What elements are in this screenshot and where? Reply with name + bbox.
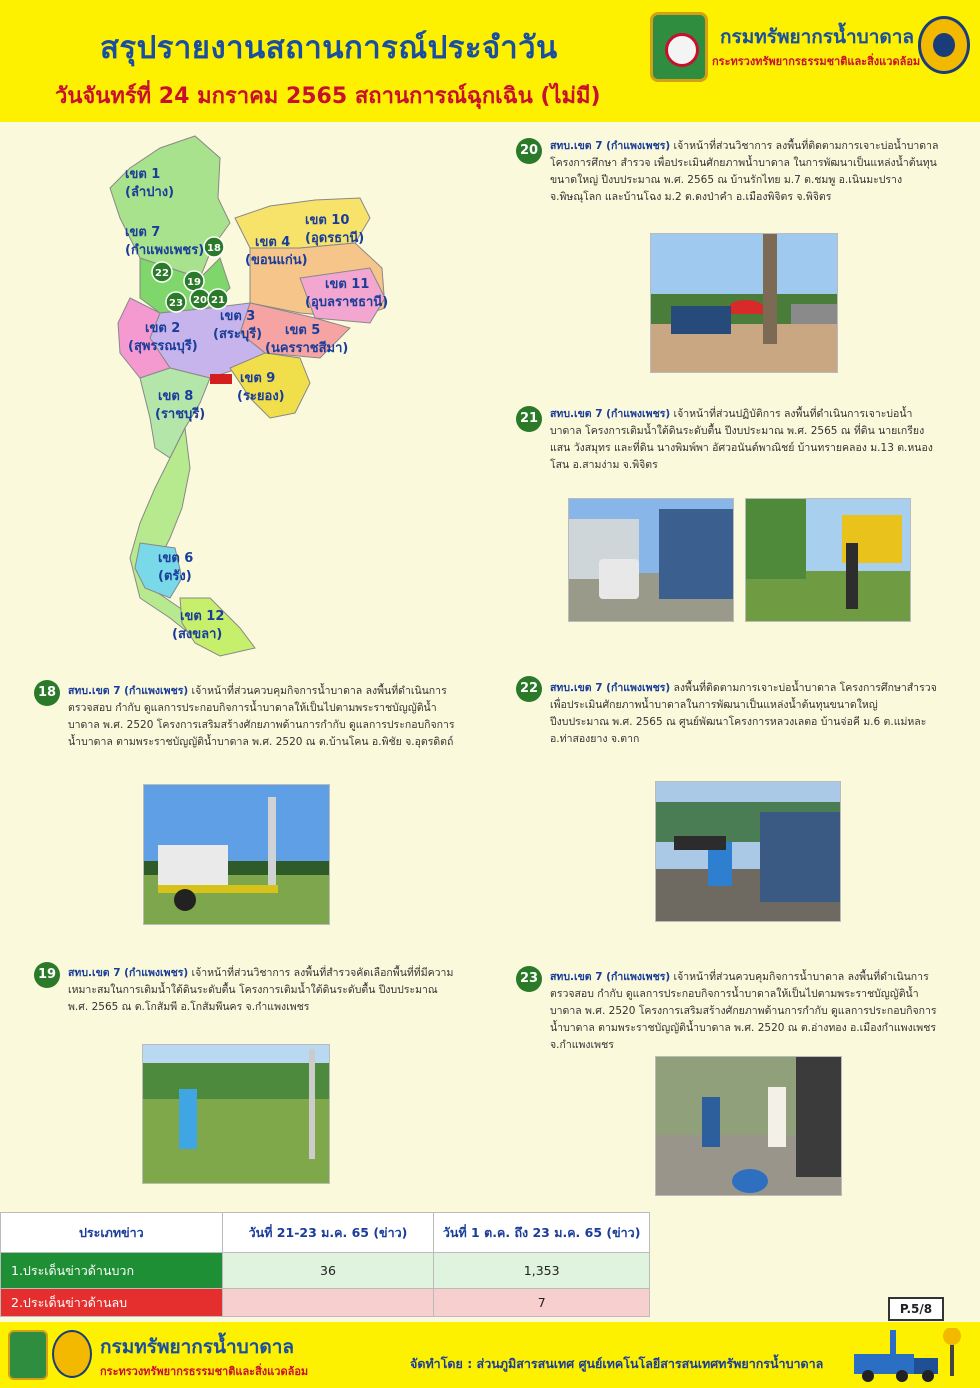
item-18-head: สทบ.เขต 7 (กำแพงเพชร): [68, 685, 189, 697]
item-21-photo-a: [568, 498, 734, 622]
marker-23-label: 23: [169, 298, 183, 309]
marker-18-label: 18: [207, 243, 221, 254]
item-22-badge: 22: [516, 676, 542, 702]
item-19-head: สทบ.เขต 7 (กำแพงเพชร): [68, 967, 189, 979]
item-20-body: เจ้าหน้าที่ส่วนวิชาการ ลงพื้นที่ติดตามการเจาะบ่อน้ำบาดาล โครงการศึกษา สำรวจ เพื่อประเมินศักยภาพน้ำบาดาล ในการพัฒนาเป็นแหล่งน้ำต้นทุนขนาดใหญ่ ปีงบประมาณ พ.ศ. 2565 ณ บ้านรักไทย ม.7 ต.ชมพู อ.เนินมะปราง จ.พิษณุโลก และบ้านโฉง ม.2 ต.ดงป่าคำ อ.เมืองพิจิตร จ.พิจิตร: [550, 140, 939, 203]
item-18-badge: 18: [34, 680, 60, 706]
footer-org-subtitle: กระทรวงทรัพยากรธรรมชาติและสิ่งแวดล้อม: [100, 1365, 309, 1378]
zone-label-6-city: (ตรัง): [158, 569, 192, 584]
zone-label-2-city: (สุพรรณบุรี): [128, 339, 198, 354]
zone-label-3-city: (สระบุรี): [213, 327, 263, 342]
item-21-photo-b: [745, 498, 911, 622]
zone-label-1: เขต 1: [125, 167, 161, 182]
item-21-head: สทบ.เขต 7 (กำแพงเพชร): [550, 408, 671, 420]
item-22-body: ลงพื้นที่ติดตามการเจาะบ่อน้ำบาดาล โครงการศึกษาสำรวจ เพื่อประเมินศักยภาพน้ำบาดาลในการพัฒนาเป็นแหล่งน้ำต้นทุนขนาดใหญ่ ปีงบประมาณ พ.ศ. 2565 ณ ศูนย์พัฒนาโครงการหลวงเลตอ บ้านจ่อคี ม.6 ต.แม่หละ อ.ท่าสองยาง จ.ตาก: [550, 682, 937, 745]
item-22-head: สทบ.เขต 7 (กำแพงเพชร): [550, 682, 671, 694]
stats-header-total: วันที่ 1 ต.ค. ถึง 23 ม.ค. 65 (ข่าว): [434, 1213, 650, 1253]
zone-label-4-city: (ขอนแก่น): [245, 253, 308, 268]
stats-header-row: [1, 1213, 650, 1253]
zone-label-8-city: (ราชบุรี): [155, 407, 206, 422]
drilling-truck-icon: [850, 1328, 970, 1384]
org-name: กรมทรัพยากรน้ำบาดาล: [720, 26, 915, 48]
item-21-body: เจ้าหน้าที่ส่วนปฏิบัติการ ลงพื้นที่ดำเนินการเจาะบ่อน้ำบาดาล โครงการเติมน้ำใต้ดินระดับตื้น ปีงบประมาณ พ.ศ. 2565 ณ ที่ดิน นายเกรียงแสน วังสมุทร และที่ดิน นางพิมพ์พา อัศวอนันต์พาณิชย์ บ้านทรายคลอง ม.13 ต.หนองโสน อ.สามง่าม จ.พิจิตร: [550, 408, 933, 471]
item-20-badge: 20: [516, 138, 542, 164]
page-footer: [0, 1322, 980, 1388]
item-18-text: [68, 683, 458, 751]
zone-label-1-city: (ลำปาง): [125, 185, 175, 200]
stats-recent-value: [222, 1289, 434, 1317]
stats-total-value: 7: [434, 1289, 650, 1317]
zone-label-9-city: (ระยอง): [237, 389, 285, 404]
zone-label-5: เขต 5: [285, 323, 321, 338]
bangkok-marker: [210, 374, 232, 384]
zone-label-11: เขต 11: [325, 277, 370, 292]
page-title: สรุปรายงานสถานการณ์ประจำวัน: [100, 30, 558, 66]
marker-20-label: 20: [193, 295, 207, 306]
zone-label-5-city: (นครราชสีมา): [265, 341, 349, 356]
page-header: [0, 0, 980, 122]
item-23-photo: [655, 1056, 842, 1196]
item-21-badge: 21: [516, 406, 542, 432]
dgr-emblem-icon: [650, 12, 708, 82]
ministry-emblem-icon: [52, 1330, 92, 1378]
stats-header-type: ประเภทข่าว: [1, 1213, 223, 1253]
thailand-map: [100, 128, 400, 668]
marker-22-label: 22: [155, 268, 169, 279]
zone-label-12-city: (สงขลา): [172, 627, 223, 642]
zone-label-12: เขต 12: [180, 609, 225, 624]
marker-21-label: 21: [211, 295, 225, 306]
item-19-photo: [142, 1044, 330, 1184]
item-19-body: เจ้าหน้าที่ส่วนวิชาการ ลงพื้นที่สำรวจคัดเลือกพื้นที่ที่มีความเหมาะสมในการเติมน้ำใต้ดินระดับตื้น โครงการเติมน้ำใต้ดินระดับตื้น ปีงบประมาณ พ.ศ. 2565 ณ ต.โกสัมพี อ.โกสัมพีนคร จ.กำแพงเพชร: [68, 967, 454, 1013]
page-number: P.5/8: [888, 1297, 944, 1321]
zone-label-6: เขต 6: [158, 551, 194, 566]
item-23-head: สทบ.เขต 7 (กำแพงเพชร): [550, 971, 671, 983]
ministry-emblem-icon: [918, 16, 970, 74]
stats-header-recent: วันที่ 21-23 ม.ค. 65 (ข่าว): [222, 1213, 434, 1253]
item-19-badge: 19: [34, 962, 60, 988]
zone-label-7-city: (กำแพงเพชร): [125, 243, 205, 258]
item-20-text: [550, 138, 940, 206]
zone-label-4: เขต 4: [255, 235, 291, 250]
footer-org-name: กรมทรัพยากรน้ำบาดาล: [100, 1336, 295, 1358]
item-20-head: สทบ.เขต 7 (กำแพงเพชร): [550, 140, 671, 152]
marker-19-label: 19: [187, 277, 201, 288]
stats-row-negative: [1, 1289, 650, 1317]
zone-label-8: เขต 8: [158, 389, 194, 404]
item-19-text: [68, 965, 458, 1016]
org-subtitle: กระทรวงทรัพยากรธรรมชาติและสิ่งแวดล้อม: [712, 55, 921, 68]
zone-label-9: เขต 9: [240, 371, 276, 386]
item-23-badge: 23: [516, 966, 542, 992]
zone-label-10-city: (อุดรธานี): [305, 231, 365, 246]
item-22-photo: [655, 781, 841, 922]
zone-label-7: เขต 7: [125, 225, 161, 240]
zone-label-3: เขต 3: [220, 309, 256, 324]
stats-category: 1.ประเด็นข่าวด้านบวก: [1, 1253, 223, 1289]
item-23-body: เจ้าหน้าที่ส่วนควบคุมกิจการน้ำบาดาล ลงพื้นที่ดำเนินการ ตรวจสอบ กำกับ ดูแลการประกอบกิจการน้ำบาดาลให้เป็นไปตามพระราชบัญญัติน้ำบาดาล พ.ศ. 2520 โครงการเสริมสร้างศักยภาพด้านการกำกับ ดูแลการประกอบกิจการน้ำบาดาล ตามพระราชบัญญัติน้ำบาดาล พ.ศ. 2520 ณ ต.อ่างทอง อ.เมืองกำแพงเพชร จ.กำแพงเพชร: [550, 971, 937, 1051]
zone-label-10: เขต 10: [305, 213, 350, 228]
item-22-text: [550, 680, 940, 748]
item-18-photo: [143, 784, 330, 925]
zone-label-11-city: (อุบลราชธานี): [305, 295, 389, 310]
news-stats-table: [0, 1212, 650, 1317]
stats-category: 2.ประเด็นข่าวด้านลบ: [1, 1289, 223, 1317]
map-svg: [100, 128, 400, 668]
page-subtitle: วันจันทร์ที่ 24 มกราคม 2565 สถานการณ์ฉุกเฉิน (ไม่มี): [55, 84, 601, 109]
stats-recent-value: 36: [222, 1253, 434, 1289]
item-21-text: [550, 406, 940, 474]
item-18-body: เจ้าหน้าที่ส่วนควบคุมกิจการน้ำบาดาล ลงพื้นที่ดำเนินการ ตรวจสอบ กำกับ ดูแลการประกอบกิจการน้ำบาดาลให้เป็นไปตามพระราชบัญญัติน้ำบาดาล พ.ศ. 2520 โครงการเสริมสร้างศักยภาพด้านการกำกับ ดูแลการประกอบกิจการน้ำบาดาล ตามพระราชบัญญัติน้ำบาดาล พ.ศ. 2520 ณ ต.บ้านโคน อ.พิชัย จ.อุตรดิตถ์: [68, 685, 455, 748]
stats-total-value: 1,353: [434, 1253, 650, 1289]
dgr-emblem-icon: [8, 1330, 48, 1380]
stats-row-positive: [1, 1253, 650, 1289]
zone-label-2: เขต 2: [145, 321, 181, 336]
item-20-photo: [650, 233, 838, 373]
footer-credit: จัดทำโดย : ส่วนภูมิสารสนเทศ ศูนย์เทคโนโลยีสารสนเทศทรัพยากรน้ำบาดาล: [410, 1356, 824, 1371]
item-23-text: [550, 969, 940, 1054]
